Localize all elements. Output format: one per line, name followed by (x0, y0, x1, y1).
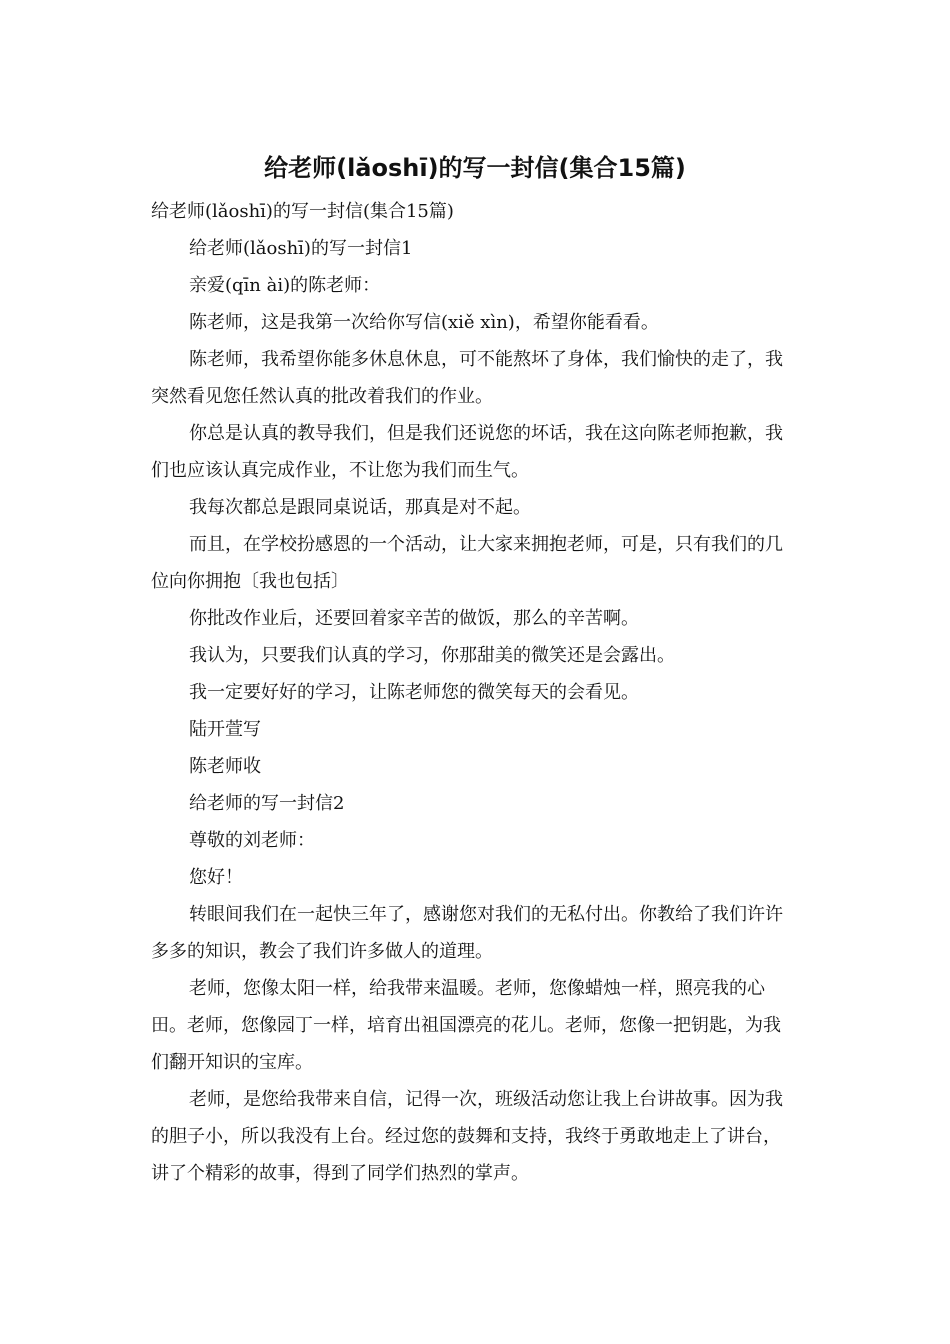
paragraph: 而且，在学校扮感恩的一个活动，让大家来拥抱老师，可是，只有我们的几位向你拥抱〔我也包括〕 (151, 534, 783, 592)
document-subtitle: 给老师(lǎoshī)的写一封信(集合15篇) (151, 201, 454, 222)
paragraph: 我认为，只要我们认真的学习，你那甜美的微笑还是会露出。 (189, 645, 675, 666)
paragraph: 你总是认真的教导我们，但是我们还说您的坏话，我在这向陈老师抱歉，我们也应该认真完成作业，不让您为我们而生气。 (151, 423, 783, 481)
letter-1-heading: 给老师(lǎoshī)的写一封信1 (189, 238, 413, 259)
paragraph: 转眼间我们在一起快三年了，感谢您对我们的无私付出。你教给了我们许许多多的知识，教会了我们许多做人的道理。 (151, 904, 783, 962)
letter-1-salutation: 亲爱(qīn ài)的陈老师： (189, 275, 381, 296)
paragraph: 我每次都总是跟同桌说话，那真是对不起。 (189, 497, 531, 518)
document-title: 给老师(lǎoshī)的写一封信(集合15篇) (264, 154, 686, 182)
paragraph: 老师，是您给我带来自信，记得一次，班级活动您让我上台讲故事。因为我的胆子小，所以我没有上台。经过您的鼓舞和支持，我终于勇敢地走上了讲台，讲了个精彩的故事，得到了同学们热烈的掌声。 (151, 1089, 783, 1184)
letter-1-recipient: 陈老师收 (189, 756, 261, 777)
paragraph: 陈老师，这是我第一次给你写信(xiě xìn)，希望你能看看。 (189, 312, 659, 333)
paragraph: 你批改作业后，还要回着家辛苦的做饭，那么的辛苦啊。 (189, 608, 639, 629)
greeting: 您好！ (189, 867, 243, 888)
paragraph: 我一定要好好的学习，让陈老师您的微笑每天的会看见。 (189, 682, 639, 703)
paragraph: 陈老师，我希望你能多休息休息，可不能熬坏了身体，我们愉快的走了，我突然看见您任然认真的批改着我们的作业。 (151, 349, 783, 407)
letter-2-heading: 给老师的写一封信2 (189, 793, 345, 814)
letter-2-salutation: 尊敬的刘老师： (189, 830, 315, 851)
document-body (151, 193, 786, 1192)
paragraph: 老师，您像太阳一样，给我带来温暖。老师，您像蜡烛一样，照亮我的心田。老师，您像园丁一样，培育出祖国漂亮的花儿。老师，您像一把钥匙，为我们翻开知识的宝库。 (151, 978, 781, 1073)
letter-1-signature: 陆开萱写 (189, 719, 261, 740)
